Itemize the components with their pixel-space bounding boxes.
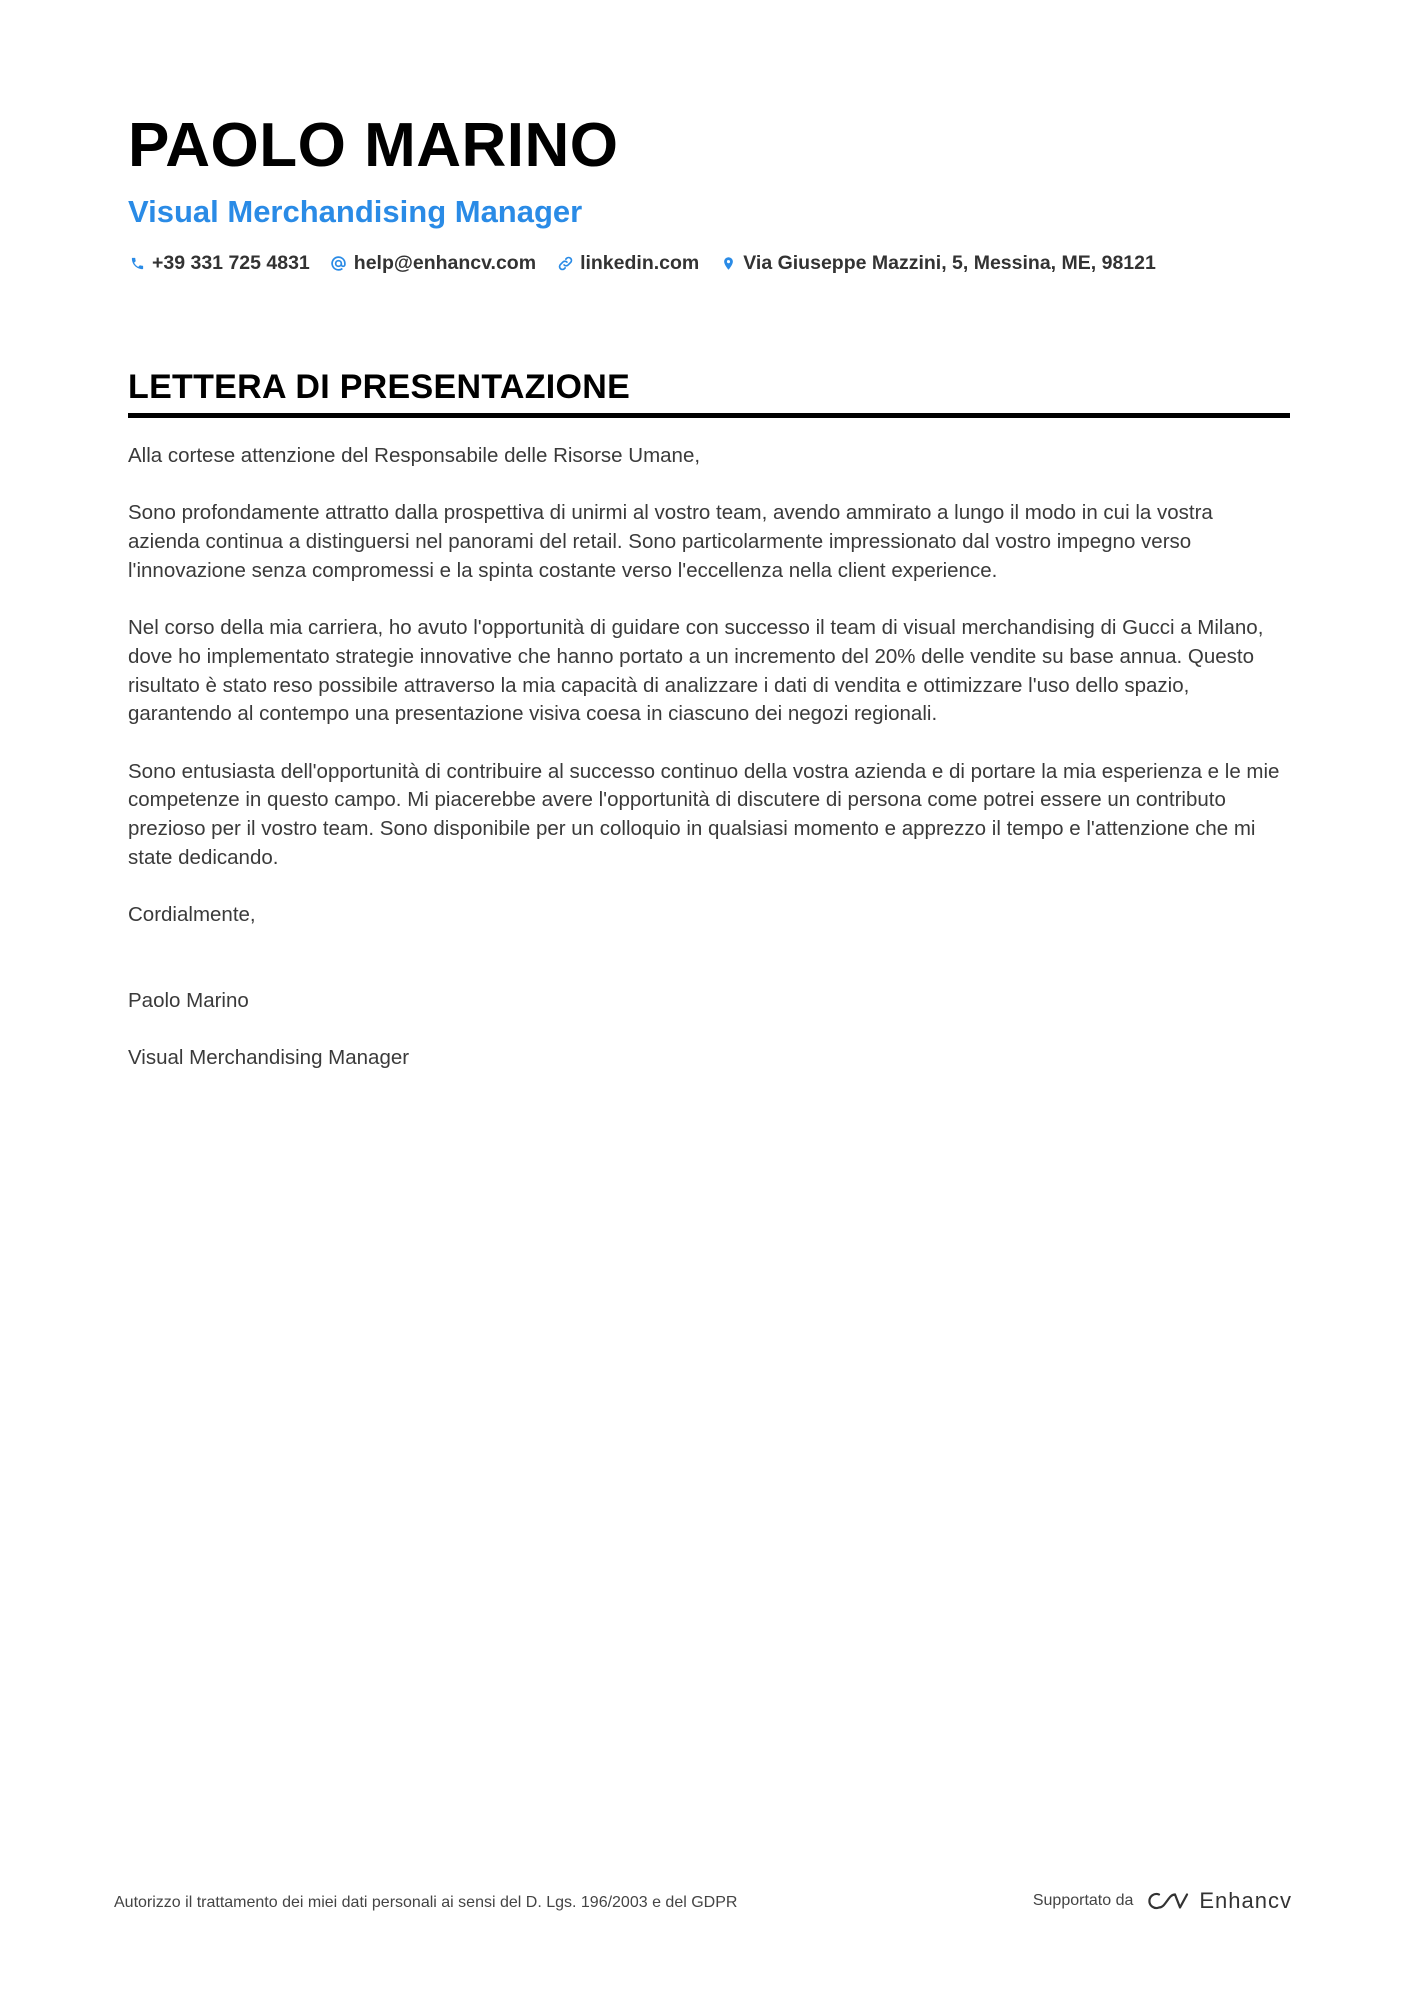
letter-salutation: Alla cortese attenzione del Responsabile delle Risorse Umane, bbox=[128, 444, 701, 467]
contact-address bbox=[719, 252, 1156, 275]
candidate-name: PAOLO MARINO bbox=[128, 111, 619, 180]
contact-email[interactable] bbox=[330, 252, 536, 275]
signature-title: Visual Merchandising Manager bbox=[128, 1045, 410, 1069]
phone-icon bbox=[128, 255, 146, 273]
brand-name: Enhancv bbox=[1199, 1888, 1292, 1913]
footer bbox=[114, 1888, 1292, 1918]
location-pin-icon bbox=[719, 255, 737, 273]
at-icon bbox=[330, 255, 348, 273]
letter-closing: Cordialmente, bbox=[128, 903, 256, 927]
job-title: Visual Merchandising Manager bbox=[128, 194, 583, 229]
header bbox=[128, 108, 1288, 275]
powered-by[interactable] bbox=[1033, 1888, 1292, 1914]
contact-linkedin[interactable] bbox=[556, 252, 699, 275]
privacy-consent: Autorizzo il trattamento dei miei dati personali ai sensi del D. Lgs. 196/2003 e del GDPR bbox=[114, 1894, 738, 1911]
signature-name: Paolo Marino bbox=[128, 988, 249, 1012]
section-title: LETTERA DI PRESENTAZIONE bbox=[128, 368, 631, 406]
contact-address-text: Via Giuseppe Mazzini, 5, Messina, ME, 98121 bbox=[743, 252, 1156, 274]
cover-letter-section bbox=[128, 365, 1290, 1101]
powered-by-label: Supportato da bbox=[1032, 1892, 1134, 1909]
contact-linkedin-text: linkedin.com bbox=[580, 252, 700, 274]
letter-paragraph: Sono profondamente attratto dalla prospettiva di unirmi al vostro team, avendo ammirato a lungo il modo in cui la vostra azienda continua a distinguersi nel panorami del retail. Sono particolarmente impressionato dal vostro impegno verso l'innovazione senza compromessi e la spinta costante verso l'eccellenza nella client experience. bbox=[128, 501, 1213, 582]
signature-spacer bbox=[128, 959, 1290, 987]
contact-phone-text: +39 331 725 4831 bbox=[152, 252, 310, 274]
enhancv-logo-icon bbox=[1145, 1889, 1191, 1913]
letter-paragraph: Nel corso della mia carriera, ho avuto l'opportunità di guidare con successo il team di visual merchandising di Gucci a Milano, dove ho implementato strategie innovative che hanno portato a un incremento del 20% delle vendite su base annua. Questo risultato è stato reso possibile attraverso la mia capacità di analizzare i dati di vendita e ottimizzare l'uso dello spazio, garantendo al contempo una presentazione visiva coesa in ciascuno dei negozi regionali. bbox=[128, 616, 1264, 726]
letter-body bbox=[128, 442, 1290, 1073]
contact-phone[interactable] bbox=[128, 252, 310, 275]
link-icon bbox=[556, 255, 574, 273]
contact-bar bbox=[128, 252, 1288, 275]
section-divider bbox=[128, 413, 1290, 418]
letter-paragraph: Sono entusiasta dell'opportunità di contribuire al successo continuo della vostra azienda e di portare la mia esperienza e le mie competenze in questo campo. Mi piacerebbe avere l'opportunità di discutere di persona come potrei essere un contributo prezioso per il vostro team. Sono disponibile per un colloquio in qualsiasi momento e apprezzo il tempo e l'attenzione che mi state dedicando. bbox=[128, 759, 1280, 869]
contact-email-text: help@enhancv.com bbox=[353, 252, 537, 274]
